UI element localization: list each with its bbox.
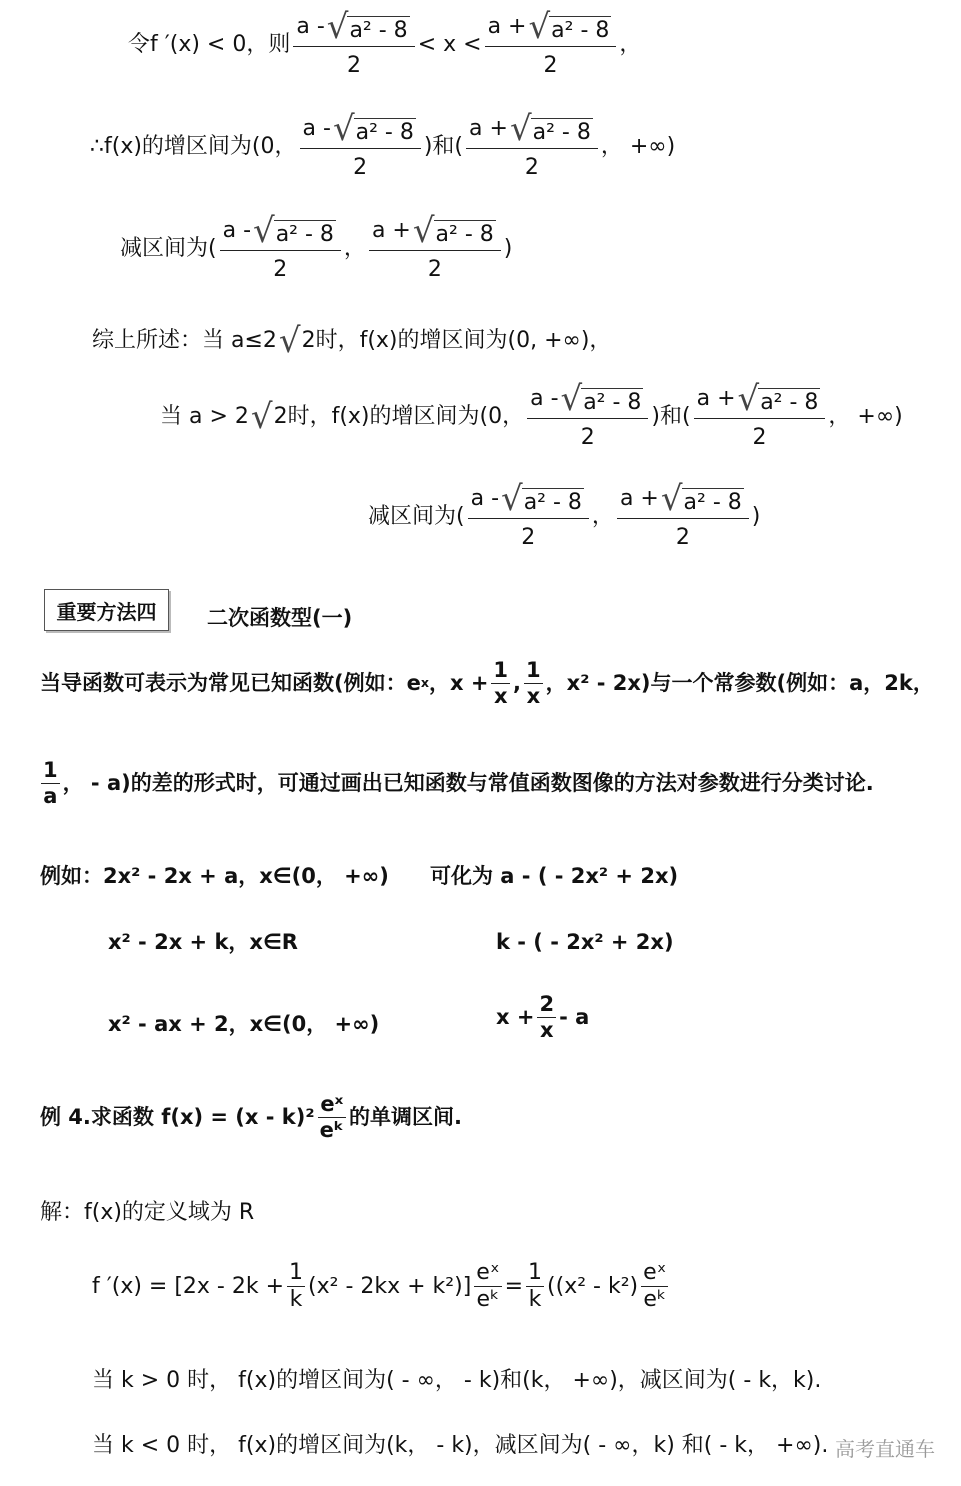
text: 减区间为( [368,503,465,529]
denominator: 2 [468,518,589,549]
text: 例如：2x² - 2x + a，x∈(0， +∞) [40,864,389,888]
method-desc-2 [38,760,874,807]
sqrt [509,109,593,149]
text: a - [470,486,500,511]
text: 解：f(x)的定义域为 R [40,1200,255,1225]
sqrt-sign: √ [412,211,435,251]
method-desc-1 [40,660,934,707]
text: k - ( - 2x² + 2x) [496,930,674,954]
sqrt-sign: √ [332,109,355,149]
text: (x² - 2kx + k²)] [308,1273,472,1299]
text: )和( [423,133,464,159]
text: ， +∞) [600,133,676,159]
numerator: 1 [528,1260,543,1285]
fraction [474,1262,501,1311]
text: 2时，f(x)的增区间为(0, +∞)， [301,328,612,353]
text: 可化为 a - ( - 2x² + 2x) [430,864,679,888]
fraction [300,109,421,180]
denominator: 2 [300,148,421,179]
sqrt [501,479,584,519]
fraction [466,109,598,180]
text: a + [696,386,736,411]
radicand: a² - 8 [349,18,408,43]
text: )和( [651,403,691,429]
text: ， [343,235,366,261]
method-box-label: 重要方法四 [44,589,169,631]
fraction [293,7,414,78]
numerator: eˣ [476,1260,500,1285]
numerator: 2 [539,992,555,1016]
fraction [694,379,826,450]
text: 当 k > 0 时， f(x)的增区间为( - ∞， - k)和(k， +∞)，减区间为( - k，k). [92,1368,822,1393]
line-1 [128,7,642,78]
text: a + [469,116,508,141]
text: 2时，f(x)的增区间为(0， [273,403,525,429]
radicand: a² - 8 [532,120,591,145]
line-3 [120,211,513,282]
fraction [491,660,510,707]
denominator: eᵏ [474,1286,501,1311]
text: x² - ax + 2，x∈(0， +∞) [108,1012,380,1036]
radicand: a² - 8 [523,490,582,515]
sqrt-sign: √ [250,396,273,437]
example-4-title [40,1094,462,1141]
text: a + [371,218,411,243]
text: 二次函数型(一) [207,606,353,630]
sqrt [737,379,821,419]
sqrt-sign: √ [509,109,532,149]
text: ((x² - k²) [547,1273,639,1299]
fraction [485,7,617,78]
sqrt-sign: √ [253,211,275,251]
fraction [287,1262,305,1311]
denominator: k [526,1286,544,1311]
fraction [526,1262,544,1311]
text: = [504,1273,524,1299]
text: x + [496,1005,535,1029]
fraction [617,479,749,550]
text: ∴f(x)的增区间为(0， [90,133,297,159]
sqrt-sign: √ [326,7,349,47]
text: a - [296,14,325,39]
fraction [641,1262,668,1311]
line-6 [368,479,761,550]
denominator: a [41,783,60,807]
sqrt [326,7,410,47]
example-row-1-left [40,866,389,887]
line-2 [90,109,676,180]
fraction [369,211,501,282]
radicand: a² - 8 [683,490,742,515]
sqrt [560,379,644,419]
fraction [527,379,648,450]
text: ， +∞) [828,403,903,429]
example-row-2-left [108,932,298,953]
text: < x < [417,31,482,57]
numerator: eˣ [643,1260,667,1285]
solution-domain [40,1202,254,1224]
sqrt [412,211,496,251]
line-4 [92,321,612,361]
denominator: 2 [694,418,826,449]
text: a - [530,386,559,411]
text: x² - 2x + k，x∈R [108,930,298,954]
text: ，x + [428,671,489,695]
radicand: a² - 8 [275,222,334,247]
radicand: a² - 8 [583,390,642,415]
text: 综上所述：当 a≤2 [92,328,277,353]
denominator: x [491,683,510,707]
denominator: eᵏ [319,1118,345,1142]
example-row-3-left [108,1014,379,1035]
sqrt [278,321,301,361]
numerator: 1 [526,658,541,682]
superscript: x [420,675,429,691]
text: a + [487,14,527,39]
fraction [41,760,60,807]
text: ，x² - 2x)与一个常参数(例如：a，2k， [545,671,934,695]
numerator: 1 [289,1260,304,1285]
denominator: x [524,683,543,707]
fraction [524,660,543,707]
text: 例 4.求函数 f(x) = (x - k)² [40,1105,315,1129]
line-5 [160,379,903,450]
text: 令 [128,31,151,57]
text: , [513,671,522,695]
denominator: 2 [466,148,598,179]
radicand: a² - 8 [435,222,494,247]
radicand: a² - 8 [551,18,610,43]
text: a - [222,218,252,243]
denominator: x [537,1017,556,1041]
example-row-3-right [496,994,589,1041]
solution-derivative [92,1262,671,1311]
fraction [318,1094,346,1141]
sqrt-sign: √ [737,379,760,419]
sqrt-sign: √ [501,479,523,519]
sqrt-sign: √ [560,379,583,419]
sqrt-sign: √ [528,7,551,47]
sqrt [250,396,273,437]
radicand: a² - 8 [355,120,414,145]
example-row-2-right [496,932,674,953]
text: - a [559,1005,590,1029]
example-row-1-right [430,866,678,887]
text: 当 a > 2 [160,403,249,429]
radicand: a² - 8 [760,390,819,415]
sqrt [253,211,336,251]
sqrt-sign: √ [278,321,301,361]
numerator: eˣ [320,1092,344,1116]
method-title [207,608,352,629]
numerator: 1 [493,658,509,682]
numerator: 1 [43,758,58,782]
sqrt [660,479,744,519]
denominator: 2 [220,250,341,281]
watermark: 高考直通车 [835,1437,935,1461]
fraction [468,479,589,550]
sqrt-sign: √ [660,479,683,519]
denominator: 2 [617,518,749,549]
sqrt [332,109,416,149]
text: f ′(x) = [2x - 2k + [92,1273,285,1299]
text: 当导函数可表示为常见已知函数(例如：e [40,671,421,695]
text: ) [751,503,761,529]
text: a - [302,116,331,141]
fraction [537,994,556,1041]
sqrt [528,7,611,47]
text: 的单调区间. [349,1105,463,1129]
denominator: 2 [527,418,648,449]
denominator: 2 [485,46,617,77]
text: f ′(x) < 0，则 [150,31,291,57]
text: ， [619,31,642,57]
fraction [220,211,341,282]
text: a + [619,486,659,511]
denominator: eᵏ [641,1286,668,1311]
text: ， - a)的差的形式时，可通过画出已知函数与常值函数图像的方法对参数进行分类讨论. [62,771,874,795]
denominator: k [287,1286,305,1311]
denominator: 2 [293,46,414,77]
solution-case-2 [92,1435,828,1457]
denominator: 2 [369,250,501,281]
text: ) [503,235,513,261]
text: 当 k < 0 时， f(x)的增区间为(k， - k)，减区间为( - ∞，k) 和( - k， +∞). [92,1433,829,1458]
text: 减区间为( [120,235,217,261]
text: ， [591,503,614,529]
solution-case-1 [92,1370,821,1392]
